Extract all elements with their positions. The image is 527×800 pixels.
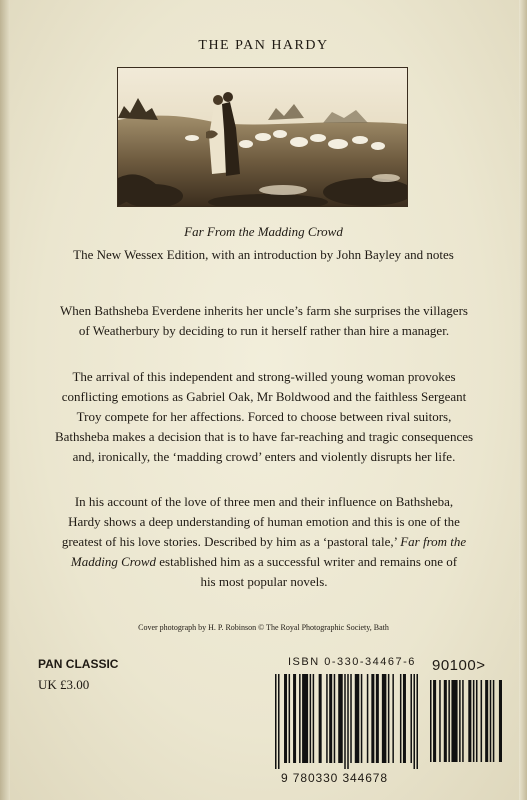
barcode-bar: [490, 680, 492, 762]
inline-book-title: Madding Crowd: [70, 554, 157, 569]
text-line: Troy compete for her affections. Forced to choose between rival suitors,: [76, 409, 452, 424]
ean-number: 9 780330 344678: [281, 771, 388, 785]
barcode-bar: [275, 674, 277, 769]
cover-edge-wear-right: [519, 0, 527, 800]
synopsis-paragraph-2: [40, 367, 488, 467]
addon-barcode: [430, 680, 502, 768]
barcode-bar: [344, 674, 346, 769]
addon-code: 90100>: [432, 657, 486, 674]
edition-line: The New Wessex Edition, with an introduction by John Bayley and notes: [73, 247, 454, 262]
barcode-bar: [430, 680, 432, 762]
text-line: [40, 532, 488, 552]
barcode-bar: [499, 680, 502, 762]
barcode-bar: [376, 674, 379, 763]
barcode-bar: [293, 674, 296, 763]
text-line: Hardy shows a deep understanding of human emotion and this is one of the: [68, 514, 460, 529]
text-line: In his account of the love of three men and their influence on Bathsheba,: [74, 494, 454, 509]
barcode-bar: [329, 674, 332, 763]
text-fragment: established him as a successful writer and remains one of: [159, 554, 458, 569]
barcode-bar: [367, 674, 369, 763]
barcode-bar: [278, 674, 280, 769]
book-title: Far From the Madding Crowd: [184, 224, 343, 239]
barcode-bar: [313, 674, 315, 763]
barcode-bar: [413, 674, 415, 769]
text-line: The arrival of this independent and strong-willed young woman provokes: [72, 369, 456, 384]
barcode-bar: [439, 680, 441, 762]
barcode-bars-icon: [275, 674, 418, 769]
barcode-bar: [444, 680, 447, 762]
synopsis-paragraph-3: [40, 492, 488, 592]
text-line: [40, 552, 488, 572]
barcode-bar: [416, 674, 418, 769]
barcode-bar: [334, 674, 336, 763]
photo-credit: Cover photograph by H. P. Robinson © The Royal Photographic Society, Bath: [138, 623, 389, 632]
barcode-bar: [448, 680, 450, 762]
inline-book-title: Far from the: [400, 534, 467, 549]
barcode-bar: [473, 680, 475, 762]
barcode-bar: [459, 680, 461, 762]
text-fragment: greatest of his love stories. Described by him as a ‘pastoral tale,’: [61, 534, 397, 549]
barcode-bar: [392, 674, 394, 763]
barcode-bar: [310, 674, 312, 763]
barcode-bar: [476, 680, 478, 762]
ean-barcode: [275, 674, 418, 769]
text-line: When Bathsheba Everdene inherits her uncle’s farm she surprises the villagers: [60, 303, 468, 318]
text-line: conflicting emotions as Gabriel Oak, Mr Boldwood and the faithless Sergeant: [61, 389, 467, 404]
barcode-bar: [400, 674, 402, 763]
barcode-bar: [338, 674, 343, 763]
barcode-bar: [361, 674, 363, 763]
barcode-bar: [319, 674, 322, 763]
imprint-label: PAN CLASSIC: [38, 657, 119, 671]
barcode-bar: [481, 680, 483, 762]
barcode-bar: [347, 674, 349, 769]
barcode-bar: [388, 674, 390, 763]
text-line: his most popular novels.: [200, 574, 328, 589]
series-title: THE PAN HARDY: [198, 38, 329, 53]
cover-edge-wear-left: [0, 0, 10, 800]
cover-photograph: [117, 67, 408, 207]
barcode-bar: [410, 674, 412, 763]
text-line: and, ironically, the ‘madding crowd’ enters and violently disrupts her life.: [72, 449, 456, 464]
barcode-bar: [403, 674, 406, 763]
pastoral-photo-icon: [118, 68, 407, 206]
barcode-bar: [433, 680, 436, 762]
barcode-bar: [451, 680, 457, 762]
barcode-bar: [493, 680, 495, 762]
barcode-bar: [462, 680, 464, 762]
barcode-bar: [289, 674, 291, 763]
price-label: UK £3.00: [38, 677, 90, 692]
barcode-bar: [371, 674, 374, 763]
isbn-label: ISBN 0-330-34467-6: [288, 656, 416, 668]
text-line: of Weatherbury by deciding to run it herself rather than hire a manager.: [78, 323, 450, 338]
barcode-bar: [355, 674, 360, 763]
text-line: Bathsheba makes a decision that is to have far-reaching and tragic consequences: [54, 429, 474, 444]
barcode-bar: [299, 674, 301, 763]
barcode-bar: [284, 674, 287, 763]
barcode-bar: [468, 680, 471, 762]
barcode-bar: [326, 674, 328, 763]
barcode-bar: [302, 674, 308, 763]
barcode-bar: [350, 674, 352, 763]
synopsis-paragraph-1: [40, 301, 488, 341]
addon-barcode-bars-icon: [430, 680, 502, 768]
barcode-bar: [382, 674, 387, 763]
barcode-bar: [485, 680, 488, 762]
